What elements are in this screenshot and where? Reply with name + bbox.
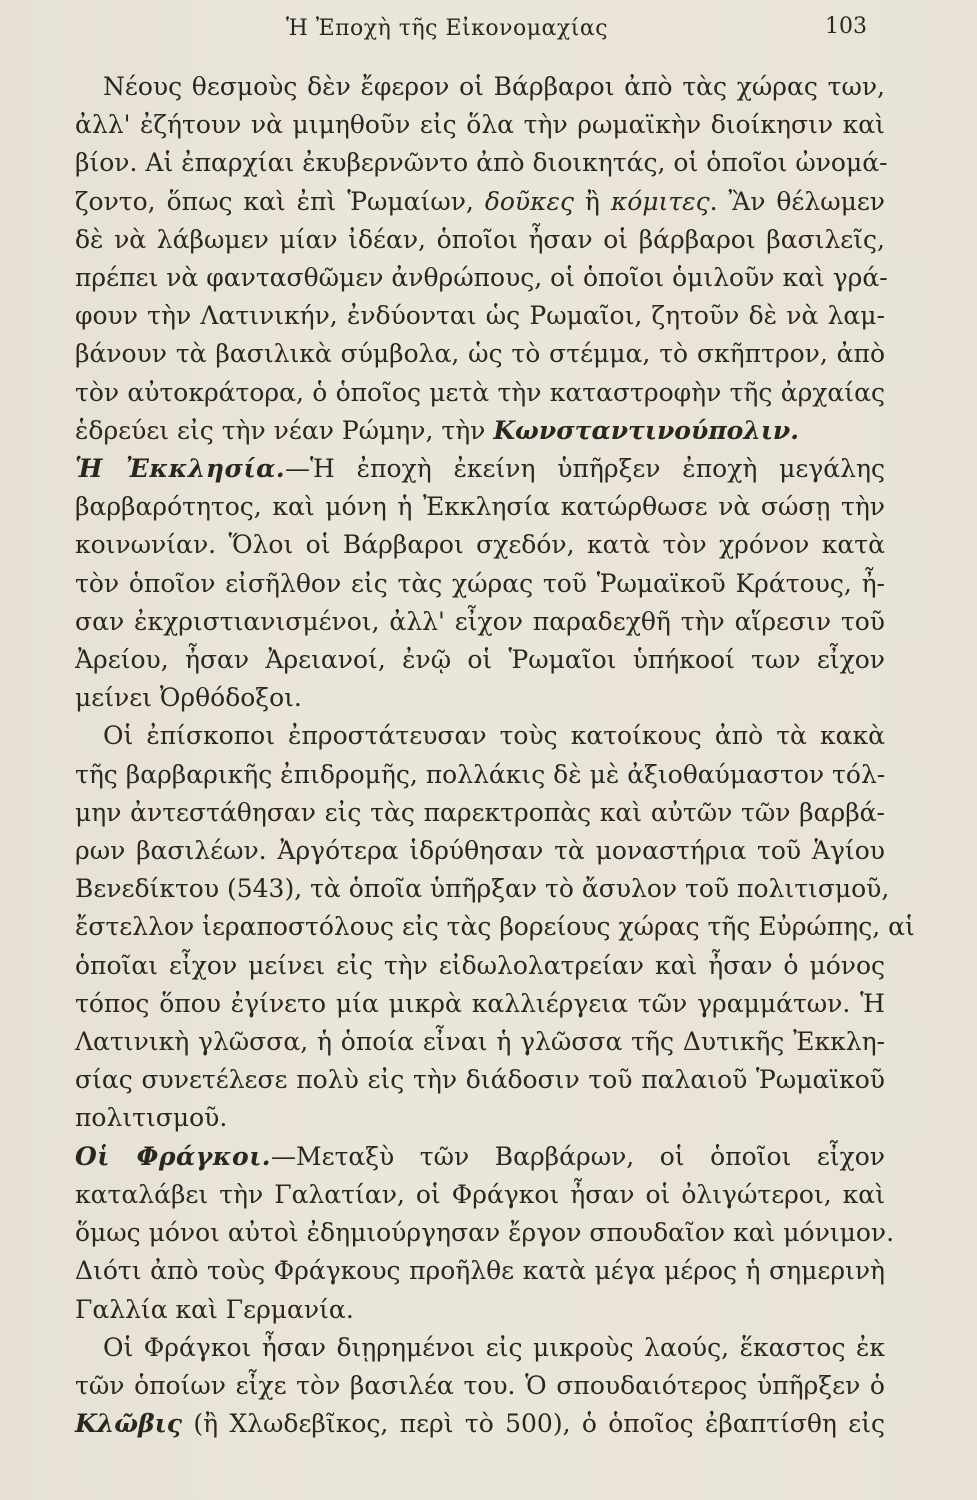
text-line — [75, 412, 885, 450]
body-text — [75, 68, 915, 1443]
text-line: πρέπει νὰ φαντασθῶμεν ἀνθρώπους, οἱ ὁποῖοι ὁμιλοῦν καὶ γρά- — [75, 263, 888, 293]
text-line: μείνει Ὀρθόδοξοι. — [75, 683, 302, 713]
text-line: τὸν αὐτοκράτορα, ὁ ὁποῖος μετὰ τὴν καταστροφὴν τῆς ἀρχαίας — [75, 377, 885, 407]
text-line: Ἀρείου, ἦσαν Ἀρειανοί, ἐνῷ οἱ Ῥωμαῖοι ὑπήκοοί των εἶχον — [75, 645, 885, 675]
page-header — [0, 14, 977, 50]
text-line: Οἱ Φράγκοι ἦσαν διῃρημένοι εἰς μικροὺς λαούς, ἕκαστος ἐκ — [103, 1332, 885, 1362]
text-line: τῶν ὁποίων εἶχε τὸν βασιλέα του. Ὁ σπουδαιότερος ὑπῆρξεν ὁ — [75, 1370, 885, 1400]
text-line — [75, 1405, 885, 1443]
text-line: τὸν ὁποῖον εἰσῆλθον εἰς τὰς χώρας τοῦ Ῥωμαϊκοῦ Κράτους, ἦ- — [75, 568, 885, 598]
term-doukes: δοῦκες — [484, 186, 574, 216]
text-line — [75, 1138, 885, 1176]
term-konstantinoupolin: Κωνσταντινούπολιν. — [493, 415, 799, 445]
text-line: βάνουν τὰ βασιλικὰ σύμβολα, ὡς τὸ στέμμα, τὸ σκῆπτρον, ἀπὸ — [75, 339, 885, 369]
text-line: βαρβαρότητος, καὶ μόνη ἡ Ἐκκλησία κατώρθωσε νὰ σώσῃ τὴν — [75, 492, 885, 522]
section-heading-ekklisia: Ἡ Ἐκκλησία. — [75, 454, 286, 484]
term-komites: κόμιτες — [610, 186, 710, 216]
text-fragment: ζοντο, ὅπως καὶ ἐπὶ Ῥωμαίων, — [75, 186, 485, 216]
term-klovis: Κλῶβις — [75, 1409, 182, 1439]
text-line: μην ἀντεστάθησαν εἰς τὰς παρεκτροπὰς καὶ αὐτῶν τῶν βαρβά- — [75, 797, 885, 827]
text-fragment: . Ἂν θέλωμεν — [709, 186, 885, 216]
text-line: Διότι ἀπὸ τοὺς Φράγκους προῆλθε κατὰ μέγα μέρος ἡ σημερινὴ — [75, 1256, 885, 1286]
text-line: ἔστελλον ἱεραποστόλους εἰς τὰς βορείους χώρας τῆς Εὐρώπης, αἱ — [75, 912, 915, 942]
text-line: πολιτισμοῦ. — [75, 1103, 228, 1133]
text-line: ὁποῖαι εἶχον μείνει εἰς τὴν εἰδωλολατρείαν καὶ ἦσαν ὁ μόνος — [75, 950, 885, 980]
text-line: σίας συνετέλεσε πολὺ εἰς τὴν διάδοσιν τοῦ παλαιοῦ Ῥωμαϊκοῦ — [75, 1065, 885, 1095]
text-line — [75, 183, 885, 221]
text-line: Λατινικὴ γλῶσσα, ἡ ὁποία εἶναι ἡ γλῶσσα τῆς Δυτικῆς Ἐκκλη- — [75, 1027, 885, 1057]
text-line: ὅμως μόνοι αὐτοὶ ἐδημιούργησαν ἔργον σπουδαῖον καὶ μόνιμον. — [75, 1218, 895, 1248]
text-line: καταλάβει τὴν Γαλατίαν, οἱ Φράγκοι ἦσαν οἱ ὀλιγώτεροι, καὶ — [75, 1179, 885, 1209]
running-head: Ἡ Ἐποχὴ τῆς Εἰκονομαχίας — [286, 16, 609, 41]
text-line: Γαλλία καὶ Γερμανία. — [75, 1294, 354, 1324]
page-number: 103 — [825, 14, 867, 39]
text-fragment: ἢ — [573, 186, 611, 216]
text-line: σαν ἐκχριστιανισμένοι, ἀλλ' εἶχον παραδεχθῆ τὴν αἵρεσιν τοῦ — [75, 606, 885, 636]
text-line: δὲ νὰ λάβωμεν μίαν ἰδέαν, ὁποῖοι ἦσαν οἱ βάρβαροι βασιλεῖς, — [75, 224, 885, 254]
text-line: βίον. Αἱ ἐπαρχίαι ἐκυβερνῶντο ἀπὸ διοικητάς, οἱ ὁποῖοι ὠνομά- — [75, 148, 888, 178]
text-line: Νέους θεσμοὺς δὲν ἔφερον οἱ Βάρβαροι ἀπὸ τὰς χώρας των, — [103, 72, 885, 101]
text-line: ρων βασιλέων. Ἀργότερα ἱδρύθησαν τὰ μοναστήρια τοῦ Ἁγίου — [75, 836, 885, 866]
section-heading-frankoi: Οἱ Φράγκοι. — [75, 1141, 272, 1171]
text-line: τῆς βαρβαρικῆς ἐπιδρομῆς, πολλάκις δὲ μὲ ἀξιοθαύμαστον τόλ- — [75, 759, 886, 789]
text-fragment: —Ἡ ἐποχὴ ἐκείνη ὑπῆρξεν ἐποχὴ μεγάλης — [285, 454, 885, 484]
text-fragment: (ἢ Χλωδεβῖκος, περὶ τὸ 500), ὁ ὁποῖος ἐβαπτίσθη εἰς — [181, 1409, 885, 1439]
text-line: κοινωνίαν. Ὅλοι οἱ Βάρβαροι σχεδόν, κατὰ τὸν χρόνον κατὰ — [75, 530, 885, 560]
text-line — [75, 450, 885, 488]
text-line: ἀλλ' ἐζήτουν νὰ μιμηθοῦν εἰς ὅλα τὴν ρωμαϊκὴν διοίκησιν καὶ — [75, 110, 885, 140]
text-line: τόπος ὅπου ἐγίνετο μία μικρὰ καλλιέργεια τῶν γραμμάτων. Ἡ — [75, 988, 885, 1018]
text-line: Οἱ ἐπίσκοποι ἐπροστάτευσαν τοὺς κατοίκους ἀπὸ τὰ κακὰ — [103, 721, 885, 751]
text-fragment: —Μεταξὺ τῶν Βαρβάρων, οἱ ὁποῖοι εἶχον — [271, 1141, 885, 1171]
text-line: Βενεδίκτου (543), τὰ ὁποῖα ὑπῆρξαν τὸ ἄσυλον τοῦ πολιτισμοῦ, — [75, 874, 890, 904]
text-line: φουν τὴν Λατινικήν, ἐνδύονται ὡς Ρωμαῖοι, ζητοῦν δὲ νὰ λαμ- — [75, 301, 885, 331]
text-fragment: ἑδρεύει εἰς τὴν νέαν Ρώμην, τὴν — [75, 415, 494, 445]
